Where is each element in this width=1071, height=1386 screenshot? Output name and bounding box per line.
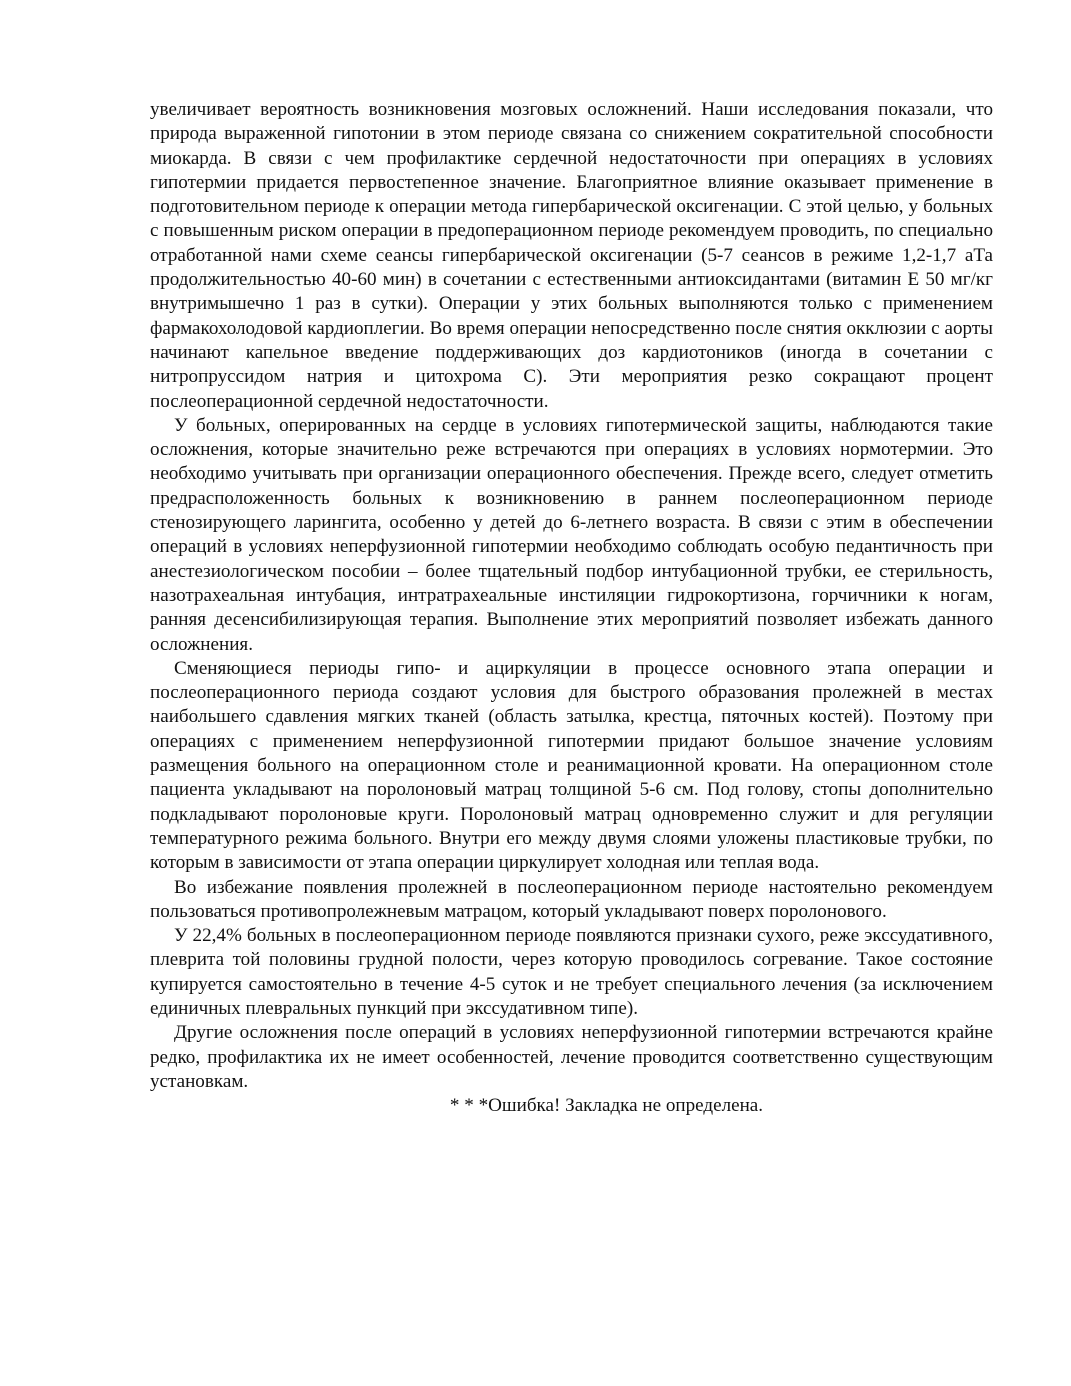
paragraph-3: Сменяющиеся периоды гипо- и ациркуляции в процессе основного этапа операции и послеоперационного периода создают условия для быстрого образования пролежней в местах наибольшего сдавления мягких тканей (область затылка, крестца, пяточных костей). Поэтому при операциях с применением неперфузионной гипотермии придают большое значение условиям размещения больного на операционном столе и реанимационной кровати. На операционном столе пациента укладывают на поролоновый матрац толщиной 5-6 см. Под голову, стопы дополнительно подкладывают поролоновые круги. Поролоновый матрац одновременно служит и для регуляции температурного режима больного. Внутри его между двумя слоями уложены пластиковые трубки, по которым в зависимости от этапа операции циркулирует холодная или теплая вода. (150, 657, 993, 874)
document-page (150, 98, 993, 1118)
paragraph-1: увеличивает вероятность возникновения мозговых осложнений. Наши исследования показали, что природа выраженной гипотонии в этом периоде связана со снижением сократительной способности миокарда. В связи с чем профилактике сердечной недостаточности при операциях в условиях гипотермии придается первостепенное значение. Благоприятное влияние оказывает применение в подготовительном периоде к операции метода гипербарической оксигенации. С этой целью, у больных с повышенным риском операции в предоперационном периоде рекомендуем проводить, по специально отработанной нами схеме сеансы гипербарической оксигенации (5-7 сеансов в режиме 1,2-1,7 аТа продолжительностью 40-60 мин) в сочетании с естественными антиоксидантами (витамин Е 50 мг/кг внутримышечно 1 раз в сутки). Операции у этих больных выполняются только с применением фармакохолодовой кардиоплегии. Во время операции непосредственно после снятия окклюзии с аорты начинают капельное введение поддерживающих доз кардиотоников (иногда в сочетании с нитропруссидом натрия и цитохрома С). Эти мероприятия резко сокращают процент послеоперационной сердечной недостаточности. (150, 99, 993, 412)
paragraph-5: У 22,4% больных в послеоперационном периоде появляются признаки сухого, реже экссудативного, плеврита той половины грудной полости, через которую проводилось согревание. Такое состояние купируется самостоятельно в течение 4-5 суток и не требует специального лечения (за исключением единичных плевральных пункций при экссудативном типе). (150, 925, 993, 1019)
bookmark-error-line: * * *Ошибка! Закладка не определена. (449, 1095, 764, 1117)
paragraph-2: У больных, оперированных на сердце в условиях гипотермической защиты, наблюдаются такие осложнения, которые значительно реже встречаются при операциях в условиях нормотермии. Это необходимо учитывать при организации операционного обеспечения. Прежде всего, следует отметить предрасположенность больных к возникновению в раннем послеоперационном периоде стенозирующего ларингита, особенно у детей до 6-летнего возраста. В связи с этим в обеспечении операций в условиях неперфузионной гипотермии необходимо соблюдать особую педантичность при анестезиологическом пособии – более тщательный подбор интубационной трубки, ее стерильность, назотрахеальная интубация, интратрахеальные инстиляции гидрокортизона, горчичники к ногам, ранняя десенсибилизирующая терапия. Выполнение этих мероприятий позволяет избежать данного осложнения. (150, 414, 993, 655)
paragraph-4: Во избежание появления пролежней в послеоперационном периоде настоятельно рекомендуем пользоваться противопролежневым матрацом, который укладывают поверх поролонового. (150, 876, 993, 922)
paragraph-6: Другие осложнения после операций в условиях неперфузионной гипотермии встречаются крайне редко, профилактика их не имеет особенностей, лечение проводится соответственно существующим установкам. (150, 1022, 993, 1092)
